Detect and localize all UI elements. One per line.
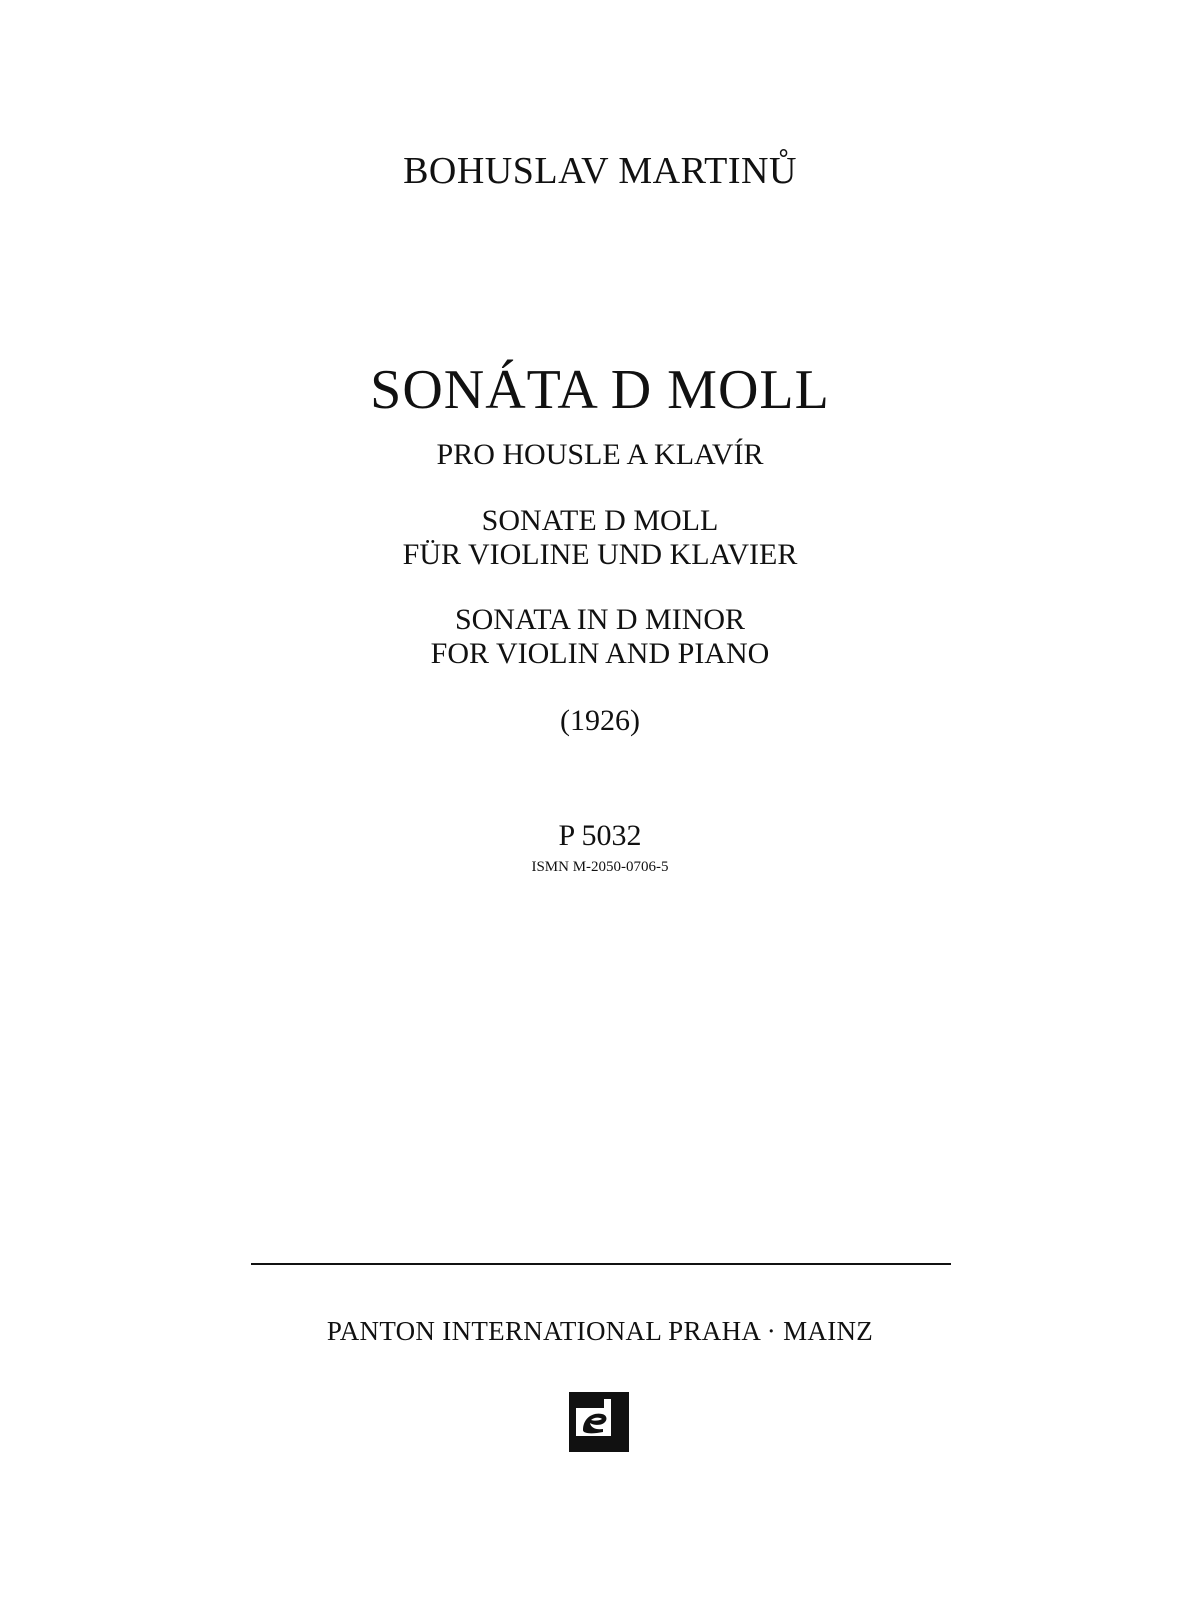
title-german: SONATE D MOLL: [481, 504, 719, 537]
work-title: SONÁTA D MOLL: [370, 359, 830, 421]
catalog-number: P 5032: [558, 819, 642, 852]
ismn-number: ISMN M-2050-0706-5: [531, 859, 669, 875]
composition-year: (1926): [560, 704, 640, 737]
panton-publisher-logo-icon: [569, 1392, 629, 1452]
composer-name: BOHUSLAV MARTINŮ: [403, 150, 797, 192]
subtitle-czech: PRO HOUSLE A KLAVÍR: [436, 438, 764, 471]
publisher-name: PANTON INTERNATIONAL PRAHA · MAINZ: [326, 1316, 874, 1346]
title-english: SONATA IN D MINOR: [454, 603, 746, 636]
subtitle-german: FÜR VIOLINE UND KLAVIER: [402, 538, 798, 571]
subtitle-english: FOR VIOLIN AND PIANO: [430, 637, 770, 670]
divider-rule: [251, 1263, 951, 1265]
